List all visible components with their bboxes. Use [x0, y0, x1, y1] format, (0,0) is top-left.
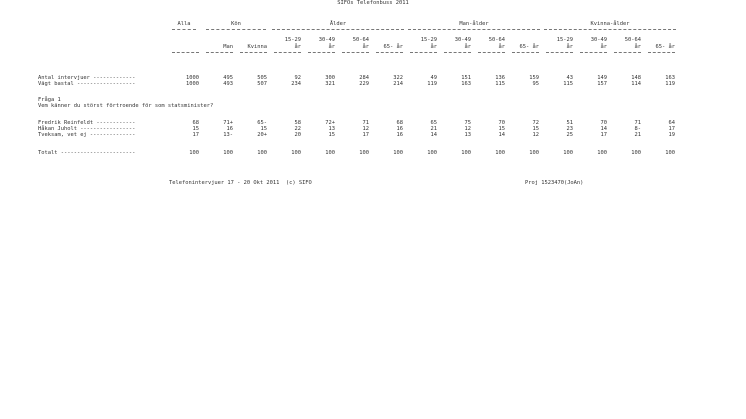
table-cell: 19	[668, 132, 675, 138]
table-cell: 148	[631, 75, 641, 81]
column-header-top: 50-64	[624, 37, 641, 43]
table-cell: 100	[597, 150, 607, 156]
table-cell: 22	[294, 126, 301, 132]
table-cell: 65	[430, 120, 437, 126]
column-underline	[546, 52, 573, 53]
table-cell: 100	[257, 150, 267, 156]
table-cell: 51	[566, 120, 573, 126]
table-cell: 64	[668, 120, 675, 126]
question-number: Fråga 1	[38, 97, 61, 103]
table-cell: 68	[192, 120, 199, 126]
table-cell: 507	[257, 81, 267, 87]
table-cell: 119	[427, 81, 437, 87]
column-underline	[580, 52, 607, 53]
column-header-bottom: år	[430, 44, 437, 50]
table-cell: 100	[563, 150, 573, 156]
table-cell: 214	[393, 81, 403, 87]
row-label: Tveksam, vet ej --------------	[38, 132, 136, 138]
table-cell: 100	[359, 150, 369, 156]
column-underline	[444, 52, 471, 53]
row-label: Håkan Juholt -----------------	[38, 126, 136, 132]
table-cell: 322	[393, 75, 403, 81]
column-header-bottom: år	[566, 44, 573, 50]
table-cell: 100	[529, 150, 539, 156]
table-cell: 234	[291, 81, 301, 87]
table-cell: 505	[257, 75, 267, 81]
column-header-bottom: Kvinna	[247, 44, 267, 50]
table-cell: 100	[325, 150, 335, 156]
table-cell: 493	[223, 81, 233, 87]
group-underline-kon	[206, 29, 266, 30]
table-cell: 15	[498, 126, 505, 132]
table-cell: 114	[631, 81, 641, 87]
table-cell: 17	[192, 132, 199, 138]
table-cell: 58	[294, 120, 301, 126]
column-underline	[648, 52, 675, 53]
table-cell: 12	[362, 126, 369, 132]
table-cell: 70	[498, 120, 505, 126]
table-cell: 14	[498, 132, 505, 138]
table-cell: 20+	[257, 132, 267, 138]
table-cell: 119	[665, 81, 675, 87]
table-cell: 229	[359, 81, 369, 87]
table-cell: 1000	[186, 81, 199, 87]
table-cell: 16	[396, 132, 403, 138]
table-cell: 16	[226, 126, 233, 132]
table-cell: 68	[396, 120, 403, 126]
column-header-bottom: år	[328, 44, 335, 50]
table-cell: 95	[532, 81, 539, 87]
table-cell: 100	[291, 150, 301, 156]
column-underline	[308, 52, 335, 53]
row-label: Antal intervjuer -------------	[38, 75, 136, 81]
column-header-bottom: år	[498, 44, 505, 50]
table-cell: 100	[495, 150, 505, 156]
column-header-top: 30-49	[590, 37, 607, 43]
table-cell: 13-	[223, 132, 233, 138]
column-header-top: 30-49	[318, 37, 335, 43]
table-cell: 300	[325, 75, 335, 81]
table-cell: 12	[532, 132, 539, 138]
table-cell: 100	[393, 150, 403, 156]
group-header-alla: Alla	[177, 21, 191, 27]
row-label: Vägt bastal ------------------	[38, 81, 136, 87]
column-underline	[342, 52, 369, 53]
table-cell: 13	[328, 126, 335, 132]
table-cell: 72+	[325, 120, 335, 126]
table-cell: 100	[427, 150, 437, 156]
table-cell: 157	[597, 81, 607, 87]
table-cell: 100	[461, 150, 471, 156]
table-cell: 100	[189, 150, 199, 156]
table-cell: 15	[532, 126, 539, 132]
table-cell: 15	[260, 126, 267, 132]
row-label: Totalt -----------------------	[38, 150, 136, 156]
table-cell: 163	[461, 81, 471, 87]
column-header-bottom: år	[600, 44, 607, 50]
table-cell: 13	[464, 132, 471, 138]
table-cell: 115	[495, 81, 505, 87]
column-underline	[274, 52, 301, 53]
group-underline-alla	[172, 29, 196, 30]
group-header-man-alder: Man-ålder	[459, 21, 489, 27]
column-underline	[512, 52, 539, 53]
table-cell: 14	[430, 132, 437, 138]
table-cell: 16	[396, 126, 403, 132]
column-header-bottom: år	[634, 44, 641, 50]
table-cell: 71	[362, 120, 369, 126]
table-cell: 14	[600, 126, 607, 132]
table-cell: 284	[359, 75, 369, 81]
table-cell: 12	[464, 126, 471, 132]
table-cell: 43	[566, 75, 573, 81]
column-header-top: 50-64	[352, 37, 369, 43]
column-underline	[376, 52, 403, 53]
row-label: Fredrik Reinfeldt ------------	[38, 120, 136, 126]
column-header-top: 15-29	[284, 37, 301, 43]
table-cell: 71	[634, 120, 641, 126]
column-header-bottom: Man	[223, 44, 233, 50]
table-cell: 495	[223, 75, 233, 81]
table-cell: 65-	[257, 120, 267, 126]
table-cell: 100	[223, 150, 233, 156]
table-cell: 15	[328, 132, 335, 138]
column-underline	[240, 52, 267, 53]
table-cell: 8-	[634, 126, 641, 132]
table-cell: 149	[597, 75, 607, 81]
report-title: SIFOs Telefonbuss 2011	[337, 0, 409, 6]
table-cell: 21	[430, 126, 437, 132]
column-header-bottom: år	[294, 44, 301, 50]
column-header-top: 15-29	[420, 37, 437, 43]
column-header-bottom: år	[362, 44, 369, 50]
footer-right: Proj 1523470(JoAn)	[525, 180, 584, 186]
table-cell: 21	[634, 132, 641, 138]
column-header-top: 30-49	[454, 37, 471, 43]
column-underline	[206, 52, 233, 53]
table-cell: 159	[529, 75, 539, 81]
column-header-top: 15-29	[556, 37, 573, 43]
table-cell: 92	[294, 75, 301, 81]
table-cell: 136	[495, 75, 505, 81]
column-header-bottom: 65- år	[655, 44, 675, 50]
question-text: Vem känner du störst förtroende för som statsminister?	[38, 103, 214, 109]
column-underline	[172, 52, 199, 53]
table-cell: 72	[532, 120, 539, 126]
table-cell: 1000	[186, 75, 199, 81]
table-cell: 115	[563, 81, 573, 87]
table-cell: 163	[665, 75, 675, 81]
column-header-bottom: 65- år	[519, 44, 539, 50]
table-cell: 75	[464, 120, 471, 126]
group-underline-alder	[272, 29, 404, 30]
group-header-alder: Ålder	[329, 21, 347, 27]
table-cell: 25	[566, 132, 573, 138]
table-cell: 23	[566, 126, 573, 132]
table-cell: 17	[600, 132, 607, 138]
table-cell: 17	[362, 132, 369, 138]
footer-left: Telefonintervjuer 17 - 20 Okt 2011 (c) SIFO	[169, 180, 312, 186]
column-header-bottom: 65- år	[383, 44, 403, 50]
column-header-top: 50-64	[488, 37, 505, 43]
group-header-kon: Kön	[231, 21, 241, 27]
column-underline	[478, 52, 505, 53]
table-cell: 15	[192, 126, 199, 132]
table-cell: 71+	[223, 120, 233, 126]
column-underline	[614, 52, 641, 53]
table-cell: 100	[631, 150, 641, 156]
table-cell: 100	[665, 150, 675, 156]
table-cell: 151	[461, 75, 471, 81]
table-cell: 20	[294, 132, 301, 138]
group-underline-man-alder	[408, 29, 540, 30]
table-cell: 49	[430, 75, 437, 81]
table-cell: 17	[668, 126, 675, 132]
group-underline-kvinna-alder	[544, 29, 676, 30]
column-underline	[410, 52, 437, 53]
table-cell: 321	[325, 81, 335, 87]
column-header-bottom: år	[464, 44, 471, 50]
group-header-kvinna-alder: Kvinna-ålder	[590, 21, 630, 27]
table-cell: 70	[600, 120, 607, 126]
